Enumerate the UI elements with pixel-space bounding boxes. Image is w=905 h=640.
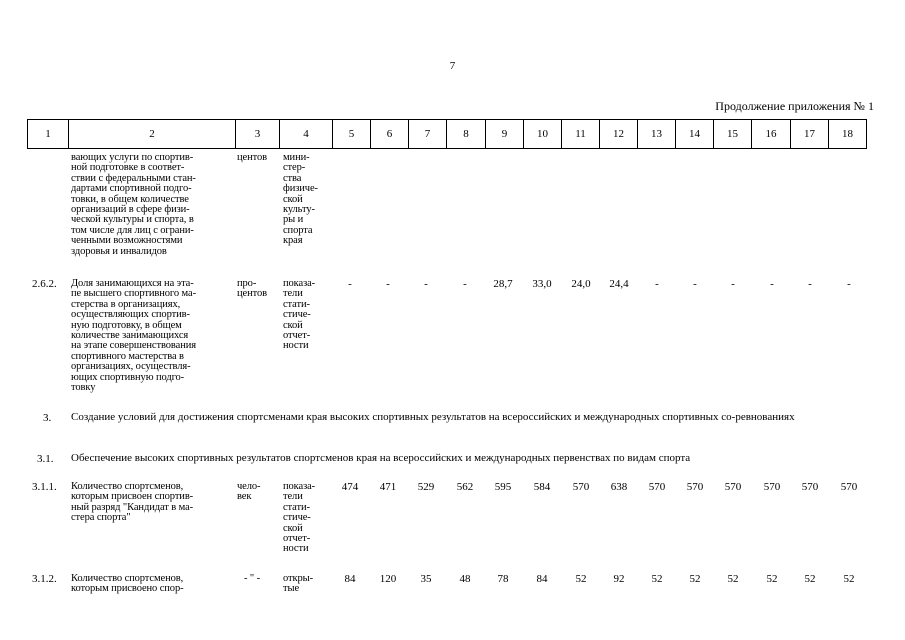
value-cell: 78: [497, 573, 509, 585]
col-header-16: 16: [752, 120, 791, 149]
value-cell: 529: [417, 481, 435, 493]
col-header-10: 10: [524, 120, 562, 149]
col-header-5: 5: [333, 120, 371, 149]
value-cell: 120: [379, 573, 397, 585]
value-cell: -: [847, 278, 851, 290]
col-header-14: 14: [676, 120, 714, 149]
col-header-11: 11: [562, 120, 600, 149]
value-cell: 570: [763, 481, 781, 493]
value-cell: 474: [341, 481, 359, 493]
row-262-number: 2.6.2.: [32, 278, 57, 290]
col-header-18: 18: [829, 120, 867, 149]
value-cell: 84: [536, 573, 548, 585]
value-cell: 570: [724, 481, 742, 493]
col-header-3: 3: [236, 120, 280, 149]
section-31-title: Обеспечение высоких спортивных результатов спортсменов края на всероссийских и международных первенствах по видам спорта: [71, 452, 691, 464]
value-cell: 570: [648, 481, 666, 493]
col-header-17: 17: [791, 120, 829, 149]
value-cell: 52: [727, 573, 739, 585]
value-cell: 638: [610, 481, 628, 493]
col-header-4: 4: [280, 120, 333, 149]
row-262-source: показа- тели стати- стиче- ской отчет- ности: [283, 278, 316, 352]
value-cell: 48: [459, 573, 471, 585]
row-cont-source: мини- стер- ства физиче- ской культу- ры и спорта края: [283, 152, 318, 247]
value-cell: 52: [843, 573, 855, 585]
col-header-9: 9: [486, 120, 524, 149]
value-cell: 52: [804, 573, 816, 585]
value-cell: 570: [572, 481, 590, 493]
value-cell: 584: [533, 481, 551, 493]
row-312-number: 3.1.2.: [32, 573, 57, 585]
col-header-8: 8: [447, 120, 486, 149]
value-cell: -: [386, 278, 390, 290]
row-cont-unit: центов: [237, 152, 267, 163]
value-cell: 24,0: [571, 278, 591, 290]
value-cell: 28,7: [493, 278, 513, 290]
value-cell: 33,0: [532, 278, 552, 290]
value-cell: -: [348, 278, 352, 290]
value-cell: 471: [379, 481, 397, 493]
col-header-12: 12: [600, 120, 638, 149]
row-312-source: откры- тые: [283, 573, 314, 595]
col-header-1: 1: [28, 120, 69, 149]
value-cell: -: [463, 278, 467, 290]
value-cell: -: [770, 278, 774, 290]
value-cell: 570: [801, 481, 819, 493]
value-cell: 595: [494, 481, 512, 493]
value-cell: -: [424, 278, 428, 290]
value-cell: 52: [651, 573, 663, 585]
section-3-number: 3.: [43, 412, 52, 424]
value-cell: -: [808, 278, 812, 290]
value-cell: 52: [689, 573, 701, 585]
col-header-13: 13: [638, 120, 676, 149]
row-311-number: 3.1.1.: [32, 481, 57, 493]
row-312-text: Количество спортсменов, которым присвоено спор-: [71, 573, 184, 595]
value-cell: 52: [575, 573, 587, 585]
value-cell: 92: [613, 573, 625, 585]
value-cell: 24,4: [609, 278, 629, 290]
col-header-7: 7: [409, 120, 447, 149]
value-cell: 570: [840, 481, 858, 493]
row-311-source: показа- тели стати- стиче- ской отчет- ности: [283, 481, 316, 555]
section-31-number: 3.1.: [37, 453, 54, 465]
value-cell: 52: [766, 573, 778, 585]
value-cell: -: [731, 278, 735, 290]
col-header-2: 2: [69, 120, 236, 149]
section-3-title: Создание условий для достижения спортсменами края высоких спортивных результатов на всероссийских и международных спортивных со-ревнованиях: [71, 411, 795, 423]
row-cont-text: вающих услуги по спортив- ной подготовке в соответ- ствии с федеральными стан- дартами спортивной подго- товки, в общем количестве организаций в сфере физи- ческой культуры и спорта, в том числе для лиц с ограни- ченными возможностями здоровья и инвалидов: [71, 152, 196, 257]
col-header-6: 6: [371, 120, 409, 149]
value-cell: 35: [420, 573, 432, 585]
row-311-text: Количество спортсменов, которым присвоен спортив- ный разряд "Кандидат в ма- стера спорта": [71, 481, 194, 524]
col-header-15: 15: [714, 120, 752, 149]
row-262-text: Доля занимающихся на эта- пе высшего спортивного ма- стерства в организациях, осуществляющих спортив- ную подготовку, в общем количестве занимающихся на этапе совершенствования спортивного мастерства в организациях, осуществля- ющих спортивную подго- товку: [71, 278, 196, 394]
value-cell: 84: [344, 573, 356, 585]
row-312-unit: - " -: [244, 573, 261, 584]
continuation-label: Продолжение приложения № 1: [715, 99, 874, 113]
page-number: 7: [449, 60, 456, 72]
value-cell: -: [693, 278, 697, 290]
row-311-unit: чело- век: [237, 481, 261, 503]
row-262-unit: про- центов: [237, 278, 267, 300]
value-cell: -: [655, 278, 659, 290]
value-cell: 562: [456, 481, 474, 493]
value-cell: 570: [686, 481, 704, 493]
column-header-table: [27, 119, 867, 149]
